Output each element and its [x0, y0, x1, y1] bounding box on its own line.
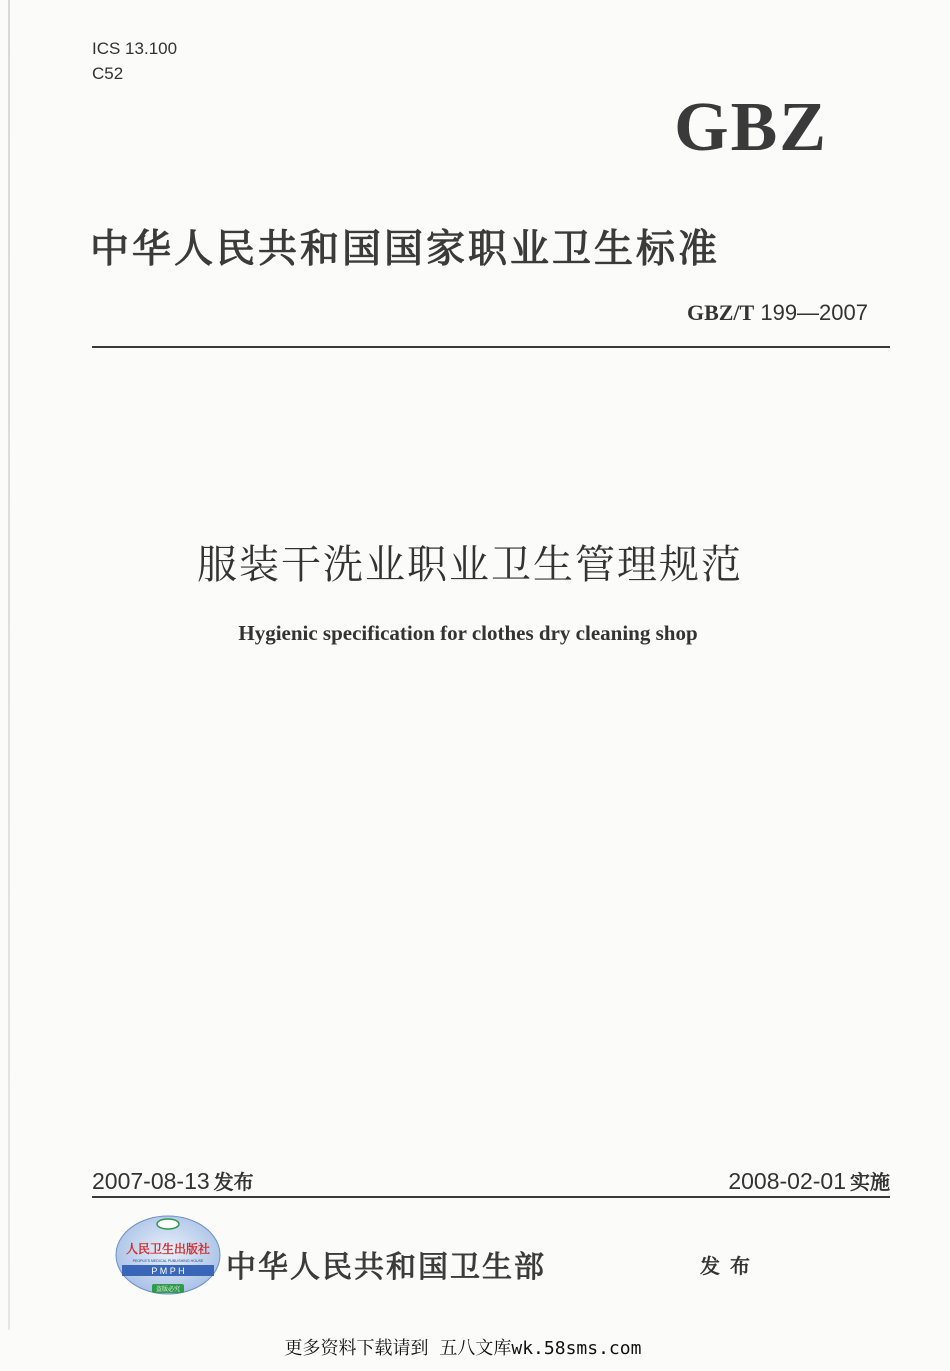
- standard-number-prefix: GBZ/T: [686, 300, 755, 325]
- logo-badge-text: 盗版必究: [155, 1286, 181, 1293]
- document-title-en: [0, 621, 950, 646]
- document-title-cn-text: 服装干洗业职业卫生管理规范: [197, 542, 743, 588]
- page-edge: [8, 0, 10, 1330]
- implement-date: [728, 1166, 890, 1195]
- class-code: C52: [92, 64, 124, 83]
- bottom-divider: [92, 1196, 890, 1198]
- document-title-en-text: Hygienic specification for clothes dry cleaning shop: [238, 621, 698, 645]
- implement-date-value: 2008-02-01: [728, 1168, 846, 1194]
- publisher-logo: [114, 1214, 222, 1296]
- publisher-name: 中华人民共和国卫生部: [226, 1250, 546, 1285]
- standard-number-value: 199—2007: [760, 300, 868, 325]
- ics-code: ICS 13.100: [92, 39, 178, 58]
- issue-date-label: 发布: [213, 1170, 254, 1194]
- issue-date: [92, 1166, 254, 1195]
- document-title-cn: [0, 533, 950, 590]
- footer-text[interactable]: 更多资料下载请到 五八文库wk.58sms.com: [284, 1338, 642, 1359]
- standard-title: 中华人民共和国国家职业卫生标准: [90, 226, 721, 272]
- issue-date-value: 2007-08-13: [92, 1168, 210, 1194]
- footer-link[interactable]: [0, 1334, 950, 1360]
- standard-number: [687, 300, 868, 326]
- logo-abbr-text: P M P H: [151, 1266, 185, 1276]
- standard-mark: GBZ: [674, 89, 828, 166]
- implement-date-label: 实施: [850, 1170, 890, 1194]
- logo-en-text: PEOPLE'S MEDICAL PUBLISHING HOUSE: [132, 1259, 204, 1263]
- logo-cn-text: 人民卫生出版社: [125, 1242, 211, 1256]
- publisher-suffix: 发布: [700, 1254, 760, 1278]
- classification-codes: [92, 36, 177, 86]
- top-divider: [92, 346, 890, 348]
